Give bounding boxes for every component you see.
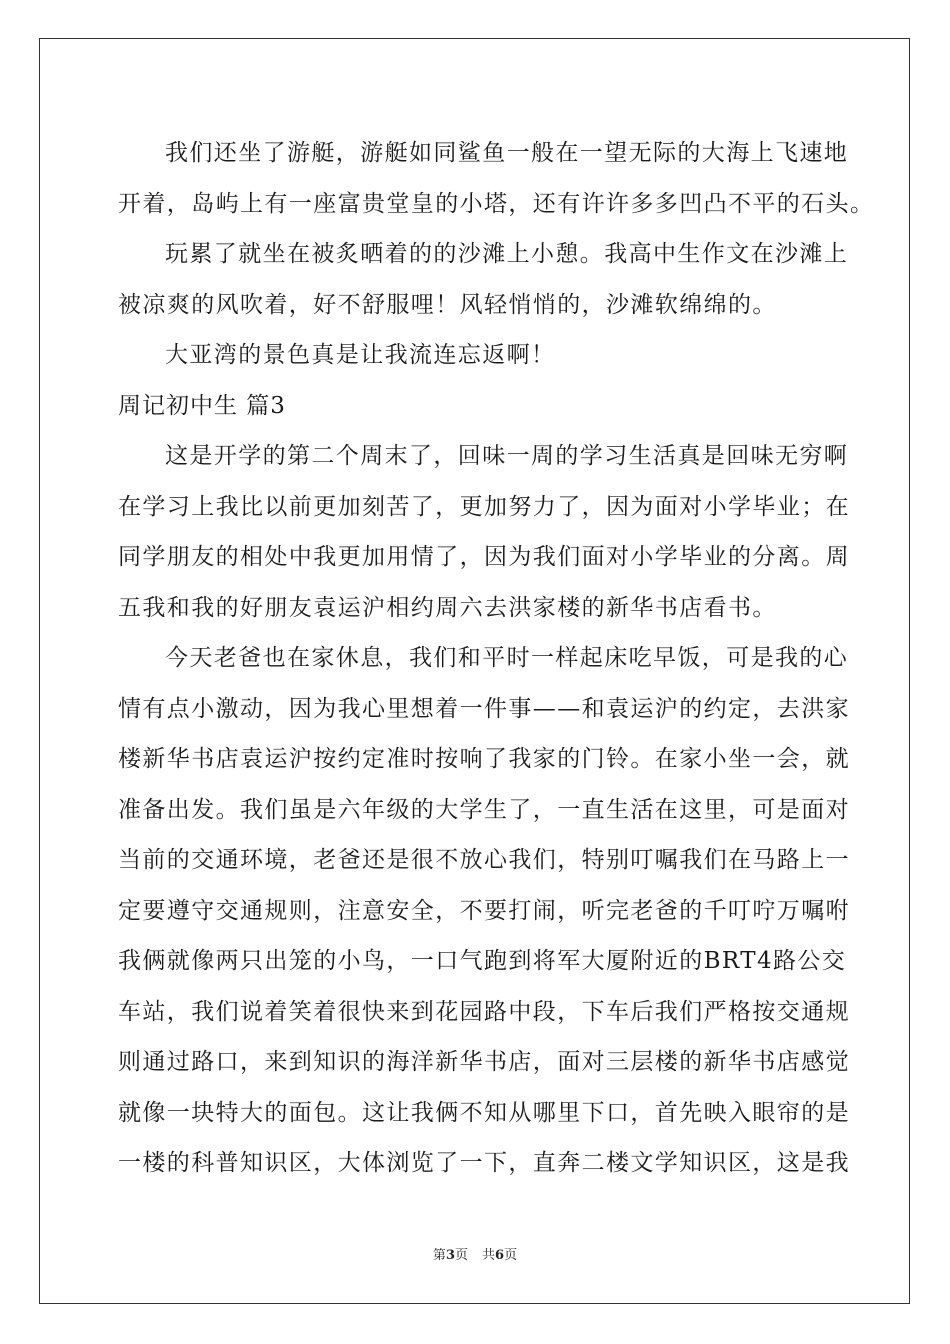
paragraph-line: 就像一块特大的面包。这让我俩不知从哪里下口，首先映入眼帘的是: [118, 1099, 850, 1126]
section-heading: 周记初中生 篇3: [118, 392, 286, 419]
current-page-number: 3: [445, 1248, 455, 1263]
paragraph-line: 定要遵守交通规则，注意安全，不要打闹，听完老爸的千叮咛万嘱咐: [118, 897, 850, 924]
paragraph-line: 被凉爽的风吹着，好不舒服哩！风轻悄悄的，沙滩软绵绵的。: [118, 291, 777, 318]
paragraph-line: 车站，我们说着笑着很快来到花园路中段，下车后我们严格按交通规: [118, 998, 850, 1025]
paragraph-line: 一楼的科普知识区，大体浏览了一下，直奔二楼文学知识区，这是我: [118, 1150, 850, 1176]
paragraph-line: 我俩就像两只出笼的小鸟，一口气跑到将军大厦附近的BRT4路公交: [118, 948, 847, 974]
paragraph-line: 同学朋友的相处中我更加用情了，因为我们面对小学毕业的分离。周: [118, 544, 850, 570]
paragraph-line: 玩累了就坐在被炙晒着的的沙滩上小憩。我高中生作文在沙滩上: [165, 241, 849, 267]
paragraph-line: 大亚湾的景色真是让我流连忘返啊！: [165, 342, 556, 368]
total-prefix: 共: [482, 1248, 496, 1263]
paragraph-line: 情有点小激动，因为我心里想着一件事——和袁运沪的约定，去洪家: [118, 695, 850, 722]
paragraph-line: 在学习上我比以前更加刻苦了，更加努力了，因为面对小学毕业；在: [118, 493, 850, 520]
page-suffix: 页: [454, 1248, 468, 1263]
page-footer: [0, 1244, 950, 1263]
paragraph-line: 今天老爸也在家休息，我们和平时一样起床吃早饭，可是我的心: [165, 645, 849, 671]
paragraph-line: 则通过路口，来到知识的海洋新华书店，面对三层楼的新华书店感觉: [118, 1049, 850, 1075]
paragraph-line: 这是开学的第二个周末了，回味一周的学习生活真是回味无穷啊: [165, 443, 849, 469]
document-body: [118, 128, 875, 1189]
total-page-number: 6: [495, 1248, 505, 1263]
paragraph-line: 我们还坐了游艇，游艇如同鲨鱼一般在一望无际的大海上飞速地: [165, 140, 849, 166]
page-prefix: 第: [432, 1248, 446, 1263]
paragraph-line: 楼新华书店袁运沪按约定准时按响了我家的门铃。在家小坐一会，就: [118, 746, 850, 772]
paragraph-line: 五我和我的好朋友袁运沪相约周六去洪家楼的新华书店看书。: [118, 594, 777, 621]
total-suffix: 页: [504, 1248, 518, 1263]
paragraph-line: 开着，岛屿上有一座富贵堂皇的小塔，还有许许多多凹凸不平的石头。: [118, 190, 875, 217]
paragraph-line: 当前的交通环境，老爸还是很不放心我们，特别叮嘱我们在马路上一: [118, 847, 850, 873]
paragraph-line: 准备出发。我们虽是六年级的大学生了，一直生活在这里，可是面对: [118, 796, 850, 823]
